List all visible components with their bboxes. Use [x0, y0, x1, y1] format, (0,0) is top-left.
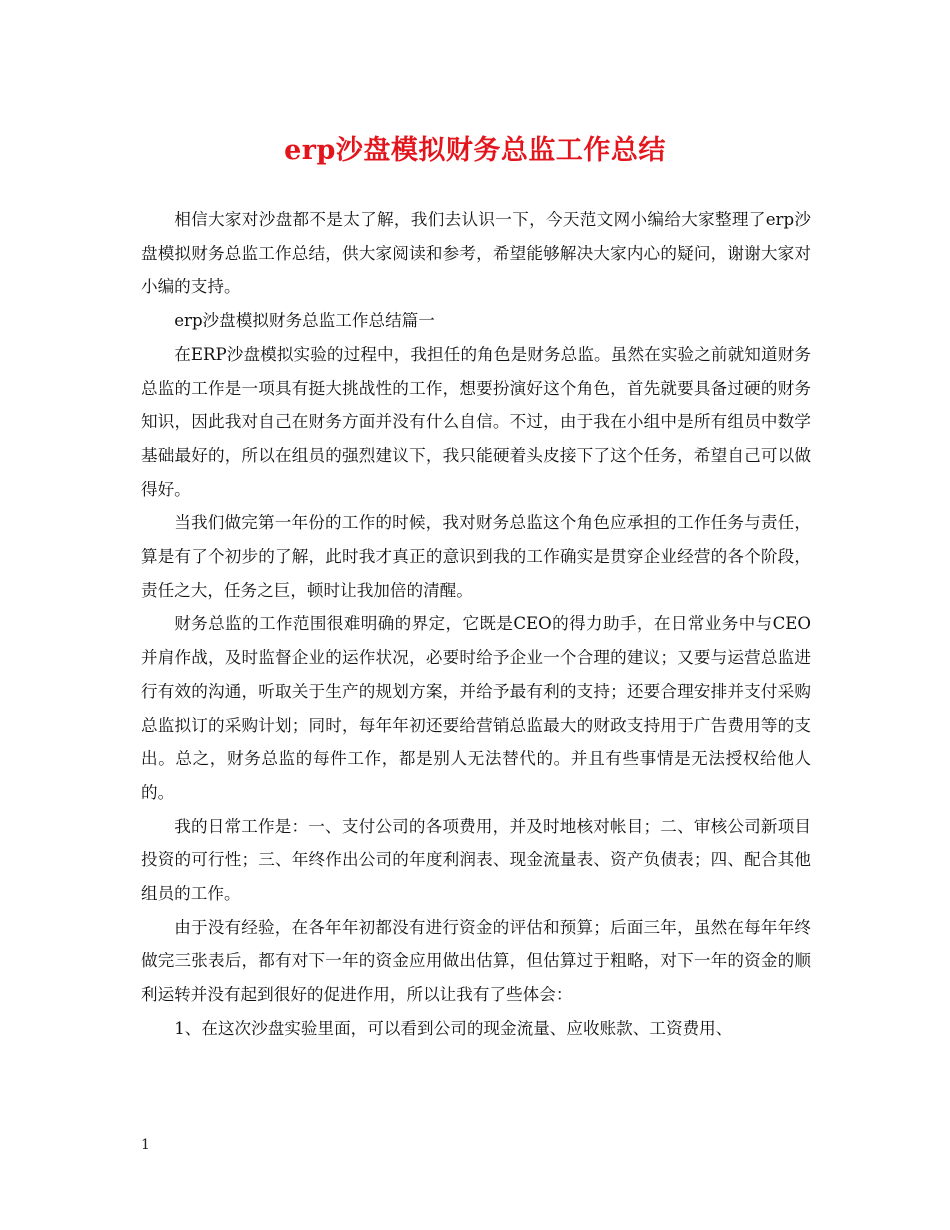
- paragraph: 在ERP沙盘模拟实验的过程中，我担任的角色是财务总监。虽然在实验之前就知道财务总监的工作是一项具有挺大挑战性的工作，想要扮演好这个角色，首先就要具备过硬的财务知识，因此我对自己在财务方面并没有什么自信。不过，由于我在小组中是所有组员中数学基础最好的，所以在组员的强烈建议下，我只能硬着头皮接下了这个任务，希望自己可以做得好。: [141, 344, 811, 499]
- document-body: [141, 203, 811, 1046]
- document-title: erp沙盘模拟财务总监工作总结: [284, 135, 666, 166]
- paragraph: 当我们做完第一年份的工作的时候，我对财务总监这个角色应承担的工作任务与责任，算是有了个初步的了解，此时我才真正的意识到我的工作确实是贯穿企业经营的各个阶段，责任之大，任务之巨，顿时让我加倍的清醒。: [141, 513, 811, 600]
- page-number: 1: [141, 1137, 150, 1153]
- paragraph-intro: 相信大家对沙盘都不是太了解，我们去认识一下，今天范文网小编给大家整理了erp沙盘模拟财务总监工作总结，供大家阅读和参考，希望能够解决大家内心的疑问，谢谢大家对小编的支持。: [141, 210, 811, 297]
- paragraph: 我的日常工作是：一、支付公司的各项费用，并及时地核对帐目；二、审核公司新项目投资的可行性；三、年终作出公司的年度利润表、现金流量表、资产负债表；四、配合其他组员的工作。: [141, 816, 811, 904]
- paragraph: 由于没有经验，在各年年初都没有进行资金的评估和预算；后面三年，虽然在每年年终做完三张表后，都有对下一年的资金应用做出估算，但估算过于粗略，对下一年的资金的顺利运转并没有起到很好的促进作用，所以让我有了些体会：: [141, 917, 811, 1005]
- section-heading: erp沙盘模拟财务总监工作总结篇一: [174, 311, 435, 331]
- paragraph: 1、在这次沙盘实验里面，可以看到公司的现金流量、应收账款、工资费用、: [174, 1018, 733, 1038]
- paragraph: 财务总监的工作范围很难明确的界定，它既是CEO的得力助手，在日常业务中与CEO并肩作战，及时监督企业的运作状况，必要时给予企业一个合理的建议；又要与运营总监进行有效的沟通，听取关于生产的规划方案，并给予最有利的支持；还要合理安排并支付采购总监拟订的采购计划；同时，每年年初还要给营销总监最大的财政支持用于广告费用等的支出。总之，财务总监的每件工作，都是别人无法替代的。并且有些事情是无法授权给他人的。: [141, 614, 811, 802]
